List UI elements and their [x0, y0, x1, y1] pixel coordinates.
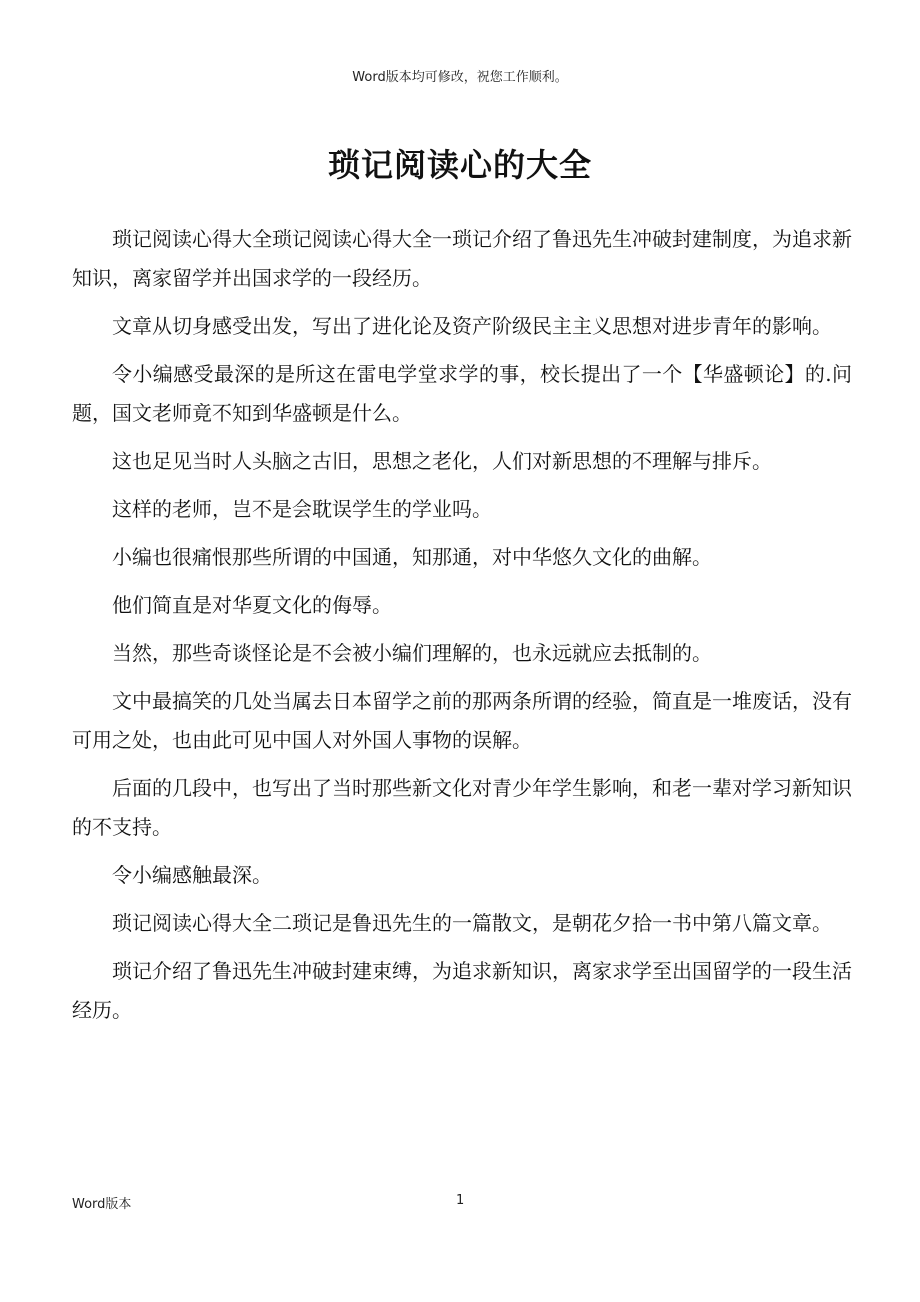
page-header: Word版本均可修改，祝您工作顺利。 [352, 70, 568, 85]
paragraph: 文中最搞笑的几处当属去日本留学之前的那两条所谓的经验，简直是一堆废话，没有可用之处，也由此可见中国人对外国人事物的误解。 [72, 689, 852, 752]
document-title: 琐记阅读心的大全 [327, 146, 592, 184]
paragraph: 这也足见当时人头脑之古旧，思想之老化，人们对新思想的不理解与排斥。 [112, 449, 772, 473]
paragraph: 后面的几段中，也写出了当时那些新文化对青少年学生影响，和老一辈对学习新知识的不支持。 [72, 776, 852, 839]
paragraph: 这样的老师，岂不是会耽误学生的学业吗。 [112, 497, 492, 521]
paragraph: 琐记介绍了鲁迅先生冲破封建束缚，为追求新知识，离家求学至出国留学的一段生活经历。 [72, 959, 852, 1022]
page-footer [72, 1193, 852, 1213]
paragraph: 当然，那些奇谈怪论是不会被小编们理解的，也永远就应去抵制的。 [112, 641, 712, 665]
paragraph: 琐记阅读心得大全二琐记是鲁迅先生的一篇散文，是朝花夕拾一书中第八篇文章。 [112, 911, 832, 935]
paragraph: 令小编感触最深。 [112, 863, 272, 887]
paragraph: 他们简直是对华夏文化的侮辱。 [112, 593, 392, 617]
paragraph: 令小编感受最深的是所这在雷电学堂求学的事，校长提出了一个【华盛顿论】的.问题，国文老师竟不知到华盛顿是什么。 [72, 362, 852, 425]
paragraph: 琐记阅读心得大全琐记阅读心得大全一琐记介绍了鲁迅先生冲破封建制度，为追求新知识，离家留学并出国求学的一段经历。 [72, 227, 852, 290]
paragraph: 文章从切身感受出发，写出了进化论及资产阶级民主主义思想对进步青年的影响。 [112, 314, 832, 338]
page-number: 1 [456, 1193, 465, 1208]
paragraph: 小编也很痛恨那些所谓的中国通，知那通，对中华悠久文化的曲解。 [112, 545, 712, 569]
document-body [72, 220, 852, 1039]
footer-label: Word版本 [72, 1197, 132, 1212]
